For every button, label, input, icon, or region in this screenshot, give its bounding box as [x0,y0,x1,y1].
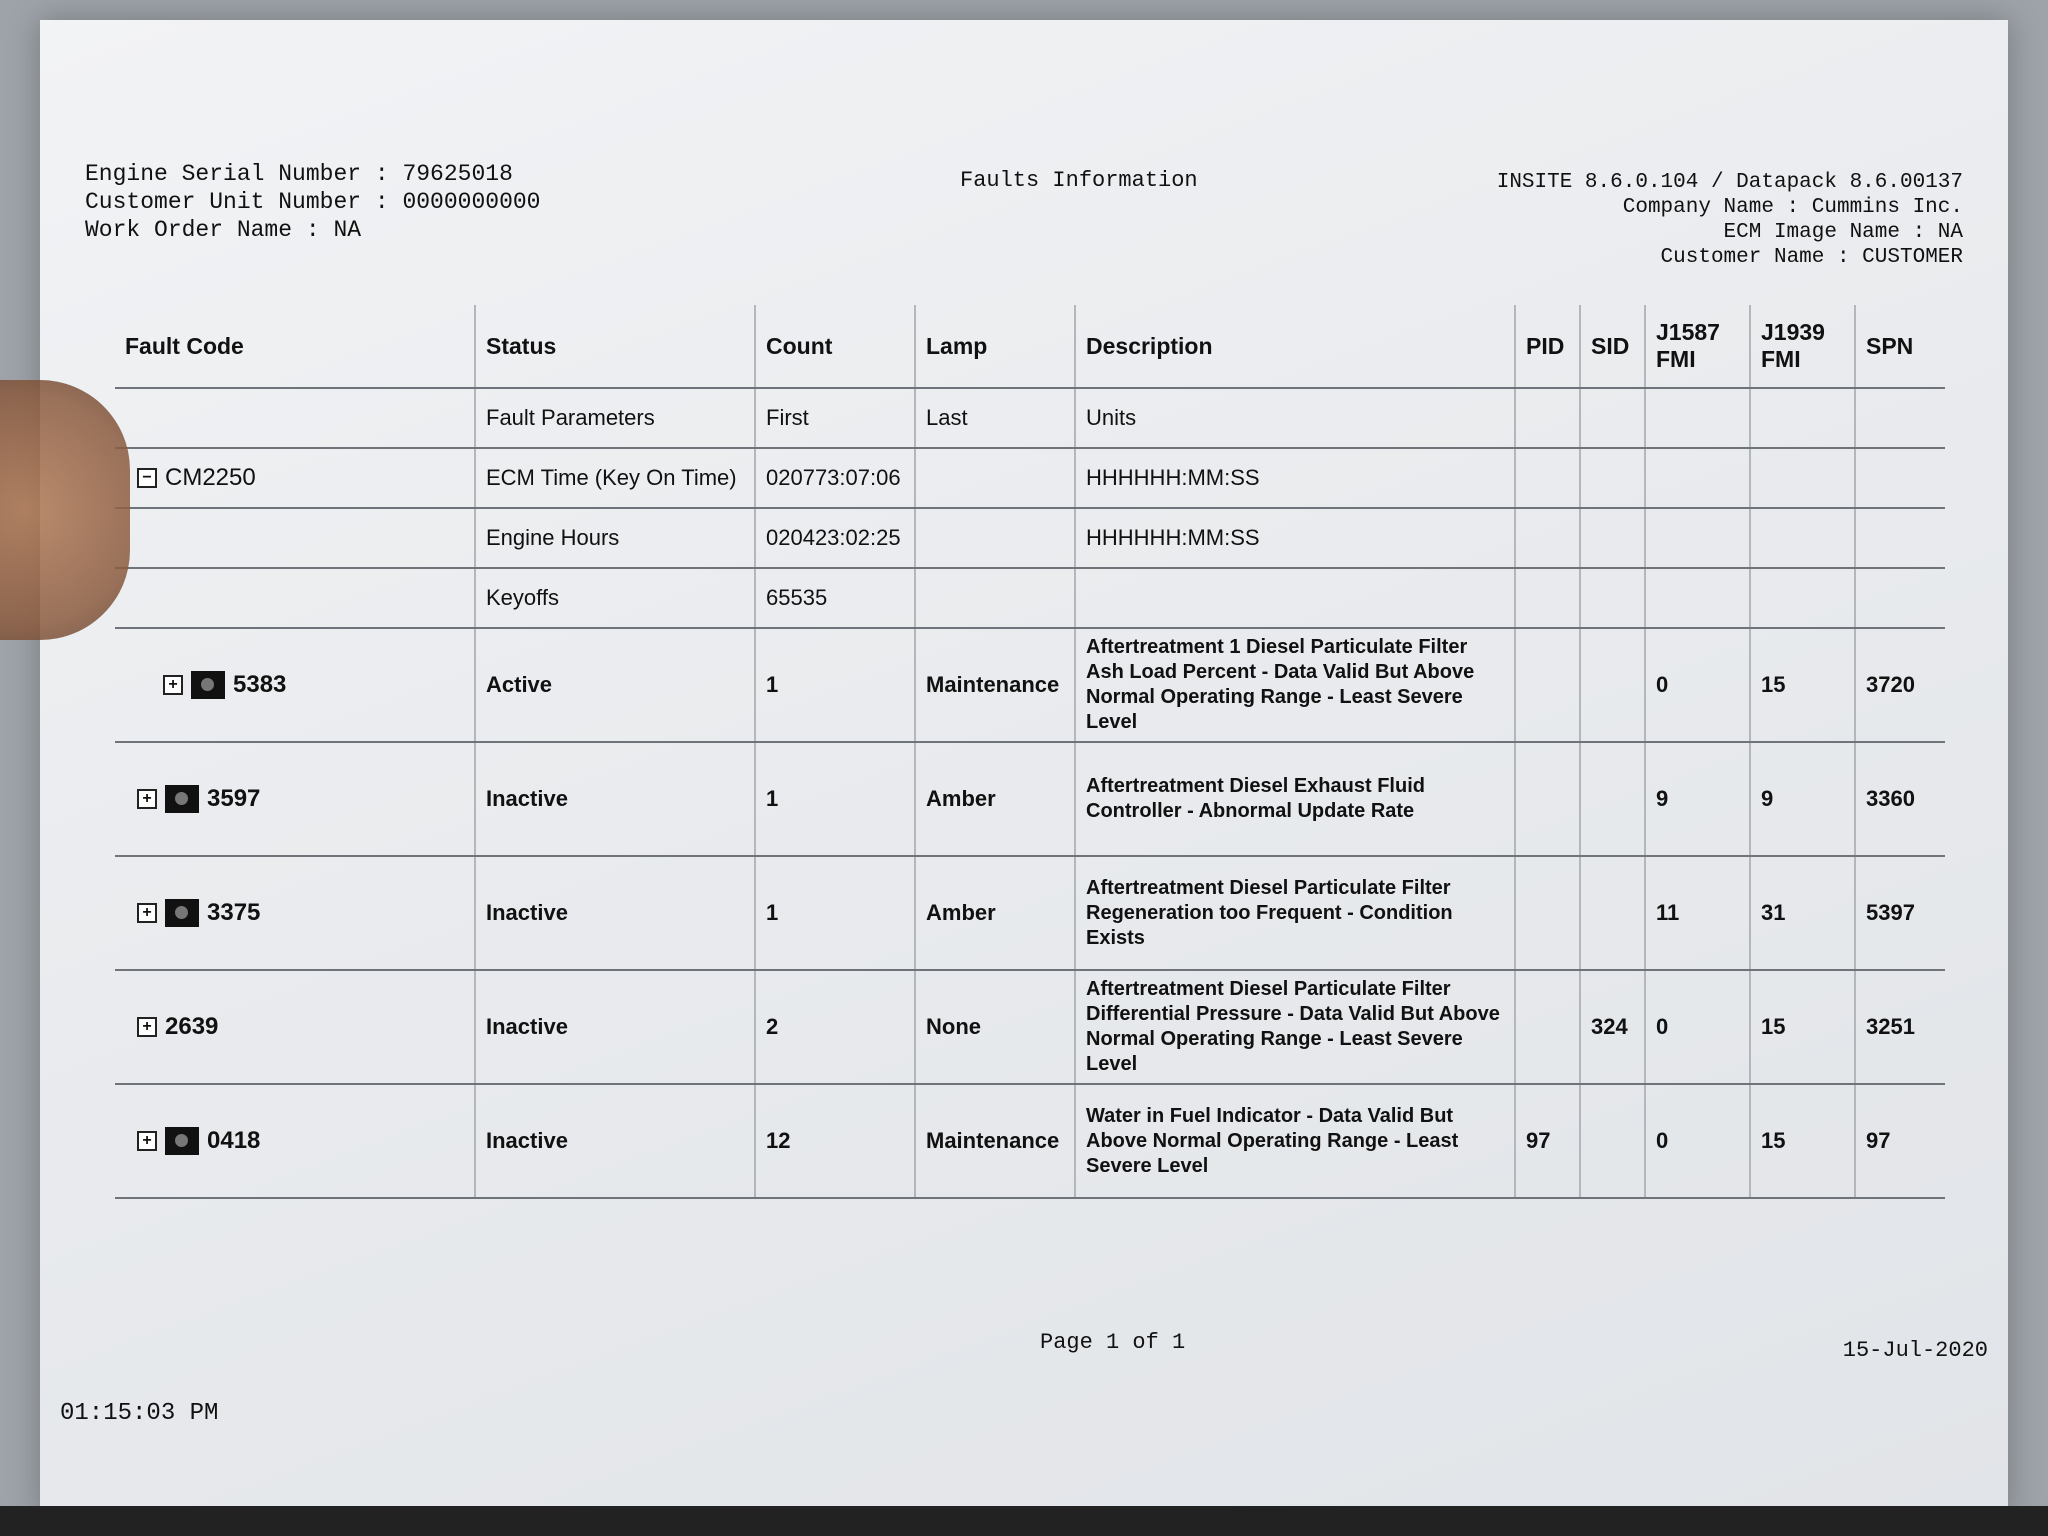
header-left [85,160,540,244]
fault-count: 1 [755,856,915,970]
fault-sid [1580,628,1645,742]
fault-pid [1515,970,1580,1084]
fault-description: Aftertreatment Diesel Exhaust Fluid Controller - Abnormal Update Rate [1075,742,1515,856]
sub-parameters: Fault Parameters [475,388,755,448]
param-row [115,448,1945,508]
fault-pid [1515,742,1580,856]
col-status[interactable]: Status [475,305,755,388]
fault-code: 2639 [165,1013,219,1041]
print-date: 15-Jul-2020 [1842,1338,1988,1363]
table-header-row [115,305,1945,388]
fault-j1587-fmi: 0 [1645,628,1750,742]
param-last [915,508,1075,568]
fault-code-cell[interactable] [115,1084,475,1198]
fault-j1587-fmi: 11 [1645,856,1750,970]
fault-lamp: Amber [915,742,1075,856]
header-right [1263,170,1963,270]
fault-count: 1 [755,742,915,856]
fault-lamp: Maintenance [915,628,1075,742]
fault-j1587-fmi: 9 [1645,742,1750,856]
sub-header-row [115,388,1945,448]
fault-sid [1580,856,1645,970]
fault-status: Inactive [475,742,755,856]
param-first: 020423:02:25 [755,508,915,568]
param-last [915,448,1075,508]
fault-code: 5383 [233,671,287,699]
bottom-edge [0,1506,2048,1536]
plus-box-icon[interactable]: + [163,675,183,695]
group-node[interactable] [115,448,475,508]
param-name: Keyoffs [475,568,755,628]
fault-count: 2 [755,970,915,1084]
fault-row[interactable] [115,856,1945,970]
page-number: Page 1 of 1 [1040,1330,1186,1355]
col-lamp[interactable]: Lamp [915,305,1075,388]
fault-spn: 3720 [1855,628,1945,742]
printed-sheet [40,20,2008,1516]
fault-lamp: Maintenance [915,1084,1075,1198]
fault-pid [1515,628,1580,742]
fault-status: Inactive [475,970,755,1084]
minus-box-icon[interactable]: − [137,468,157,488]
col-j1587-fmi[interactable]: J1587 FMI [1645,305,1750,388]
param-first: 020773:07:06 [755,448,915,508]
param-units [1075,568,1515,628]
col-pid[interactable]: PID [1515,305,1580,388]
print-time: 01:15:03 PM [60,1400,219,1427]
plus-box-icon[interactable]: + [137,903,157,923]
work-order: Work Order Name : NA [85,217,362,243]
plus-box-icon[interactable]: + [137,1131,157,1151]
fault-description: Aftertreatment Diesel Particulate Filter Differential Pressure - Data Valid But Above Normal Operating Range - Least Severe Level [1075,970,1515,1084]
engine-serial: Engine Serial Number : 79625018 [85,161,513,187]
param-row [115,508,1945,568]
fault-row[interactable] [115,1084,1945,1198]
customer-unit: Customer Unit Number : 0000000000 [85,189,541,215]
fault-lamp: Amber [915,856,1075,970]
sub-first: First [755,388,915,448]
ecm-image-name: ECM Image Name : NA [1723,221,1963,244]
fault-description: Aftertreatment 1 Diesel Particulate Filter Ash Load Percent - Data Valid But Above Normal Operating Range - Least Severe Level [1075,628,1515,742]
param-row [115,568,1945,628]
fault-spn: 3251 [1855,970,1945,1084]
param-name: Engine Hours [475,508,755,568]
fault-j1939-fmi: 15 [1750,628,1855,742]
fault-j1939-fmi: 15 [1750,970,1855,1084]
fault-status: Inactive [475,1084,755,1198]
fault-code-cell[interactable] [115,742,475,856]
customer-name: Customer Name : CUSTOMER [1660,246,1963,269]
fault-code-cell[interactable] [115,628,475,742]
fault-count: 1 [755,628,915,742]
fault-spn: 3360 [1855,742,1945,856]
page-title: Faults Information [960,168,1198,193]
fault-j1587-fmi: 0 [1645,1084,1750,1198]
fault-code-cell[interactable] [115,856,475,970]
col-j1939-fmi[interactable]: J1939 FMI [1750,305,1855,388]
plus-box-icon[interactable]: + [137,789,157,809]
sub-units: Units [1075,388,1515,448]
col-sid[interactable]: SID [1580,305,1645,388]
fault-code: 3375 [207,899,261,927]
col-description[interactable]: Description [1075,305,1515,388]
thumb [0,380,130,640]
lamp-icon [165,899,199,927]
fault-row[interactable] [115,970,1945,1084]
fault-j1939-fmi: 9 [1750,742,1855,856]
fault-code-cell[interactable] [115,970,475,1084]
fault-status: Active [475,628,755,742]
param-units: HHHHHH:MM:SS [1075,448,1515,508]
fault-description: Water in Fuel Indicator - Data Valid But Above Normal Operating Range - Least Severe Level [1075,1084,1515,1198]
col-fault-code[interactable]: Fault Code [115,305,475,388]
fault-spn: 5397 [1855,856,1945,970]
fault-j1939-fmi: 15 [1750,1084,1855,1198]
lamp-icon [165,1127,199,1155]
faults-table [115,305,1945,1199]
fault-sid: 324 [1580,970,1645,1084]
fault-status: Inactive [475,856,755,970]
fault-pid [1515,856,1580,970]
fault-pid: 97 [1515,1084,1580,1198]
company-name: Company Name : Cummins Inc. [1622,196,1963,219]
fault-description: Aftertreatment Diesel Particulate Filter Regeneration too Frequent - Condition Exists [1075,856,1515,970]
param-last [915,568,1075,628]
sub-last: Last [915,388,1075,448]
param-units: HHHHHH:MM:SS [1075,508,1515,568]
param-first: 65535 [755,568,915,628]
fault-j1587-fmi: 0 [1645,970,1750,1084]
col-count[interactable]: Count [755,305,915,388]
fault-sid [1580,742,1645,856]
lamp-icon [165,785,199,813]
fault-sid [1580,1084,1645,1198]
fault-code: 0418 [207,1127,261,1155]
fault-row[interactable] [115,628,1945,742]
group-label: CM2250 [165,464,256,492]
fault-row[interactable] [115,742,1945,856]
col-spn[interactable]: SPN [1855,305,1945,388]
param-name: ECM Time (Key On Time) [475,448,755,508]
lamp-icon [191,671,225,699]
fault-count: 12 [755,1084,915,1198]
fault-code: 3597 [207,785,261,813]
insite-version: INSITE 8.6.0.104 / Datapack 8.6.00137 [1496,171,1963,194]
fault-j1939-fmi: 31 [1750,856,1855,970]
plus-box-icon[interactable]: + [137,1017,157,1037]
fault-spn: 97 [1855,1084,1945,1198]
fault-lamp: None [915,970,1075,1084]
